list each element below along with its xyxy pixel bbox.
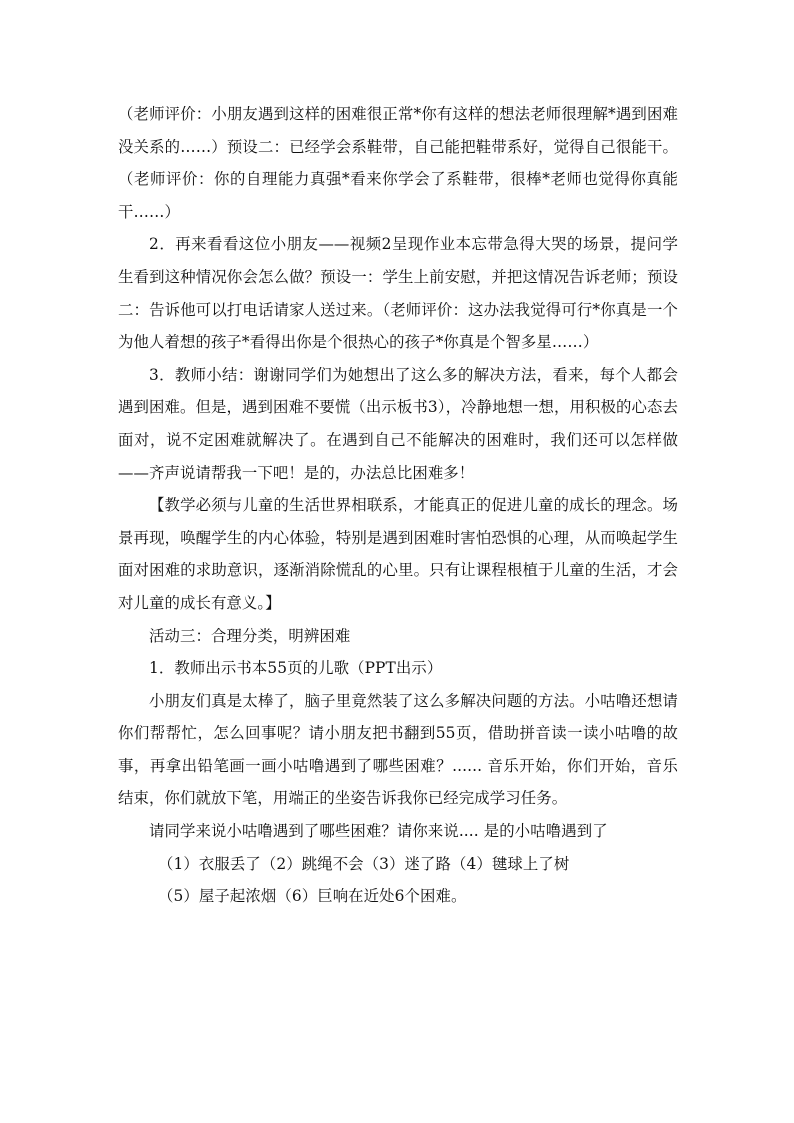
- document-page: [118, 98, 678, 913]
- paragraph-teacher-evaluation-1: （老师评价：小朋友遇到这样的困难很正常*你有这样的想法老师很理解*遇到困难没关系的……）预设二：已经学会系鞋带，自己能把鞋带系好，觉得自己很能干。（老师评价：你的自理能力真强*看来你学会了系鞋带，很棒*老师也觉得你真能干……）: [118, 105, 678, 221]
- paragraph-teaching-note: 【教学必须与儿童的生活世界相联系，才能真正的促进儿童的成长的理念。场景再现，唤醒学生的内心体验，特别是遇到困难时害怕恐惧的心理，从而唤起学生面对困难的求助意识，逐渐消除慌乱的心里。只有让课程根植于儿童的生活，才会对儿童的成长有意义。】: [118, 496, 678, 612]
- paragraph-student-answer: 请同学来说小咕噜遇到了哪些困难？请你来说.... 是的小咕噜遇到了: [149, 822, 608, 841]
- step-1-heading: 1．教师出示书本55页的儿歌（PPT出示）: [149, 659, 443, 678]
- paragraph-video-2: 2．再来看看这位小朋友——视频2呈现作业本忘带急得大哭的场景，提问学生看到这种情况你会怎么做？预设一：学生上前安慰，并把这情况告诉老师；预设二：告诉他可以打电话请家人送过来。（老师评价：这办法我觉得可行*你真是一个为他人着想的孩子*看得出你是个很热心的孩子*你真是个智多星……）: [118, 235, 678, 352]
- paragraph-reading-task: 小朋友们真是太棒了，脑子里竟然装了这么多解决问题的方法。小咕噜还想请你们帮帮忙，怎么回事呢？请小朋友把书翻到55页，借助拼音读一读小咕噜的故事，再拿出铅笔画一画小咕噜遇到了哪些困难？...... 音乐开始，你们开始，音乐结束，你们就放下笔，用端正的坐姿告诉我你已经完成学习任务。: [118, 691, 678, 808]
- difficulty-list-line-1: （1）衣服丢了（2）跳绳不会（3）迷了路（4）毽球上了树: [158, 854, 570, 873]
- difficulty-list-line-2: （5）屋子起浓烟（6）巨响在近处6个困难。: [158, 887, 467, 906]
- paragraph-teacher-summary: 3．教师小结：谢谢同学们为她想出了这么多的解决方法，看来，每个人都会遇到困难。但是，遇到困难不要慌（出示板书3），冷静地想一想，用积极的心态去面对，说不定困难就解决了。在遇到自己不能解决的困难时，我们还可以怎样做——齐声说请帮我一下吧！是的，办法总比困难多！: [118, 365, 678, 482]
- activity-three-heading: 活动三：合理分类，明辨困难: [149, 626, 351, 645]
